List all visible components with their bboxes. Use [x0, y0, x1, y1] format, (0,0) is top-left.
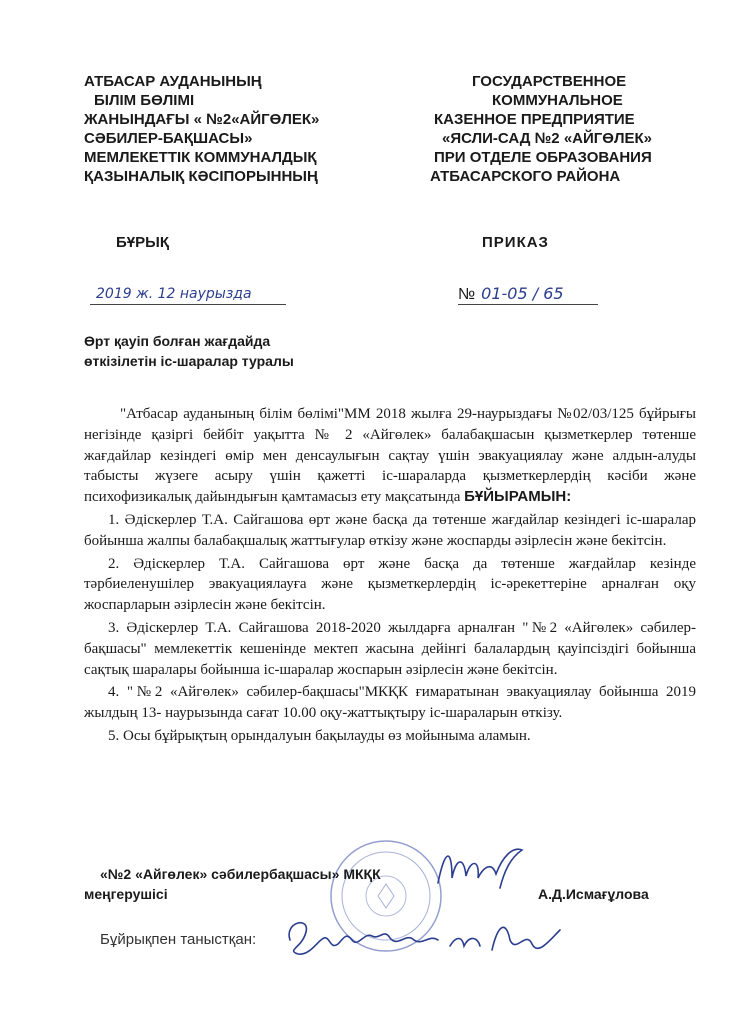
order-body [84, 404, 696, 749]
order-title-ru: ПРИКАЗ [482, 234, 549, 251]
number-handwritten: 01-05 / 65 [481, 284, 564, 303]
header-right-line: ПРИ ОТДЕЛЕ ОБРАЗОВАНИЯ [434, 149, 652, 166]
header-left-kz [84, 72, 319, 186]
header-right-line: КОММУНАЛЬНОЕ [492, 92, 623, 109]
header-left-line: СӘБИЛЕР-БАҚШАСЫ» [84, 130, 253, 147]
subject-line: өткізілетін іс-шаралар туралы [84, 353, 294, 369]
header-left-line: ҚАЗЫНАЛЫҚ КӘСІПОРЫННЫҢ [84, 168, 318, 185]
director-signature-icon [430, 838, 540, 898]
order-date-handwritten: 2019 ж. 12 наурызда [90, 284, 286, 305]
subject-line: Өрт қауіп болған жағдайда [84, 333, 271, 349]
header-left-line: МЕМЛЕКЕТТІК КОММУНАЛДЫҚ [84, 149, 317, 166]
intro-paragraph [84, 404, 696, 508]
intro-bold: БҰЙЫРАМЫН: [464, 488, 572, 506]
header-left-line: БІЛІМ БӨЛІМІ [94, 92, 195, 109]
signature-name: А.Д.Исмағұлова [538, 886, 649, 902]
order-item: 1. Әдіскерлер Т.А. Сайгашова өрт және басқа да төтенше жағдайлар кезіндегі іс-шаралар бойынша жалпы балабақшалық жаттығулар өткізу және жоспарды әзірлесін және бекітсін. [84, 511, 696, 549]
order-item: 5. Осы бұйрықтың орындалуын бақылауды өз мойыныма аламын. [108, 727, 531, 744]
order-number [458, 284, 598, 305]
intro-text: "Атбасар ауданының білім бөлімі"ММ 2018 жылға 29-наурыздағы №02/03/125 бұйрығы негізінде қазіргі бейбіт уақытта № 2 «Айгөлек» балабақшасын қызметкерлер төтенше жағдайлар кезіндегі өмір мен денсаулығын сақтау үшін эвакуациялау және алдын-алуды табысты жүзеге асыру үшін қажетті іс-шараларда қызметкерлердің кәсіби және психофизикалық дайындығын қамтамасыз ету мақсатында [84, 406, 696, 506]
order-item: 4. "№2 «Айгөлек» сәбилер-бақшасы"МКҚК ғимаратынан эвакуациялау бойынша 2019 жылдың 13- наурызында сағат 10.00 оқу-жаттықтыру іс-шараларын өткізу. [84, 684, 696, 722]
header-left-line: ЖАНЫНДАҒЫ « №2«АЙГӨЛЕК» [84, 111, 320, 128]
number-prefix: № [458, 286, 476, 303]
header-right-ru [430, 72, 652, 186]
order-title-kz: БҰРЫҚ [116, 234, 169, 251]
header-left-line: АТБАСАР АУДАНЫНЫҢ [84, 73, 262, 90]
header-right-line: КАЗЕННОЕ ПРЕДПРИЯТИЕ [434, 111, 635, 128]
header-right-line: АТБАСАРСКОГО РАЙОНА [430, 168, 621, 185]
order-item: 3. Әдіскерлер Т.А. Сайгашова 2018-2020 жылдарға арналған "№2 «Айгөлек» сәбилер-бақшасы" мемлекеттік кешенінде мектеп жасына дейінгі балалардың қауіпсіздігі бойынша сақтық шаралары бойынша іс-шаралар жоспарын әзірлесін және бекітсін. [84, 619, 696, 678]
signature-org: «№2 «Айгөлек» сәбилербақшасы» МКҚК [100, 866, 381, 882]
header-right-line: «ЯСЛИ-САД №2 «АЙГӨЛЕК» [442, 130, 652, 147]
signature-role: меңгерушісі [84, 886, 168, 902]
header-right-line: ГОСУДАРСТВЕННОЕ [472, 73, 627, 90]
acknowledgement-signature-icon [280, 910, 570, 970]
order-subject [84, 331, 294, 371]
order-item: 2. Әдіскерлер Т.А. Сайгашова өрт және басқа да төтенше жағдайлар кезінде тәрбиеленушілер эвакуациялауға және қызметкерлердің іс-әрекеттеріне арналған оқу жоспарларын әзірлесін және бекітсін. [84, 555, 696, 614]
acknowledged-label: Бұйрықпен таныстқан: [100, 931, 257, 948]
